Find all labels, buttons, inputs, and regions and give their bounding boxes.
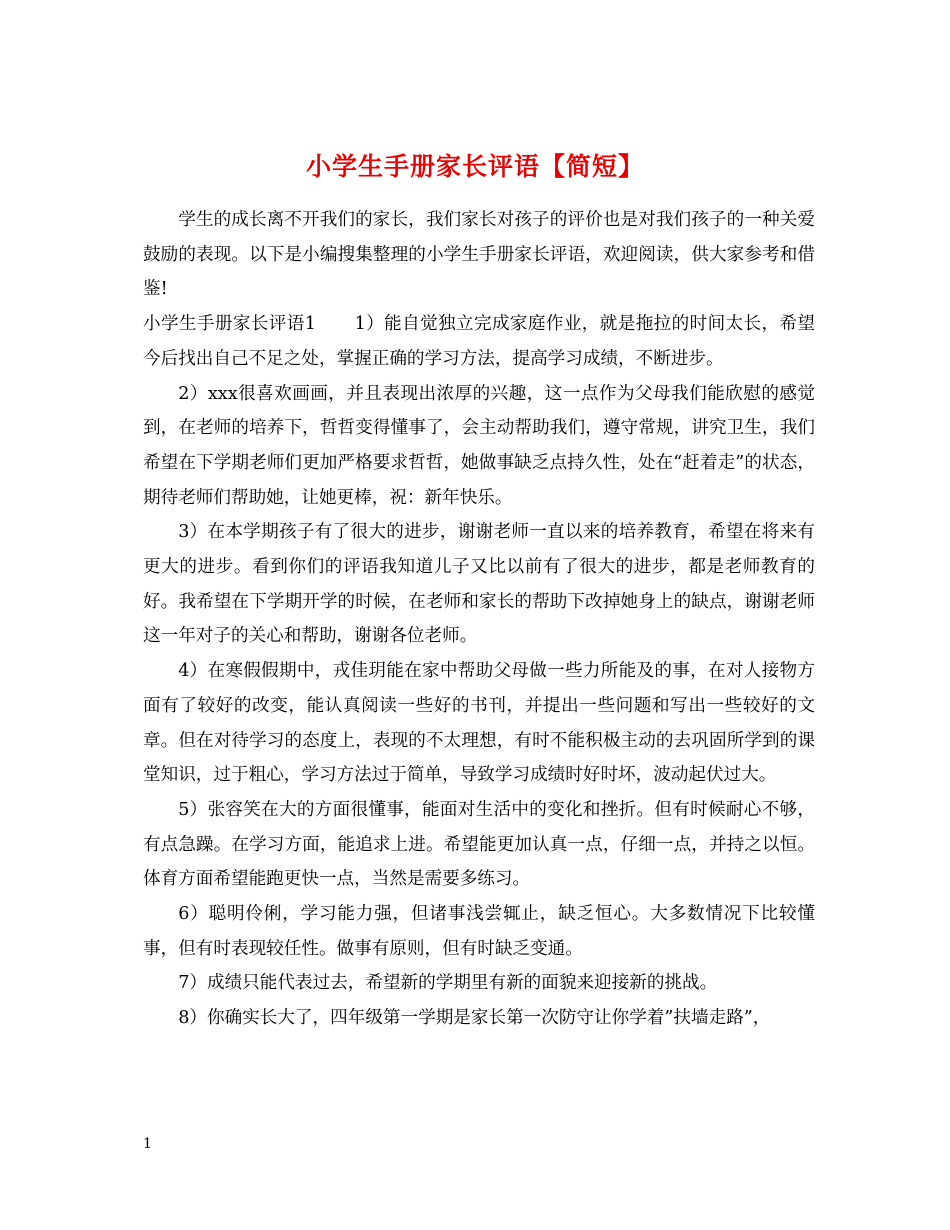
first-item-paragraph <box>143 307 815 376</box>
list-item: 5）张容笑在大的方面很懂事，能面对生活中的变化和挫折。但有时候耐心不够，有点急躁。在学习方面，能追求上进。希望能更加认真一点，仔细一点，并持之以恒。体育方面希望能跑更快一点，当然是需要多练习。 <box>143 799 815 890</box>
list-item: 2）xxx很喜欢画画，并且表现出浓厚的兴趣，这一点作为父母我们能欣慰的感觉到，在老师的培养下，哲哲变得懂事了，会主动帮助我们，遵守常规，讲究卫生，我们希望在下学期老师们更加严格要求哲哲，她做事缺乏点持久性，处在“赶着走”的状态，期待老师们帮助她，让她更棒，祝：新年快乐。 <box>143 383 815 508</box>
list-item: 8）你确实长大了，四年级第一学期是家长第一次防守让你学着”扶墙走路”， <box>178 1008 771 1029</box>
list-item: 4）在寒假假期中，戎佳玥能在家中帮助父母做一些力所能及的事，在对人接物方面有了较好的改变，能认真阅读一些好的书刊，并提出一些问题和写出一些较好的文章。但在对待学习的态度上，表现的不太理想，有时不能积极主动的去巩固所学到的课堂知识，过于粗心，学习方法过于简单，导致学习成绩时好时坏，波动起伏过大。 <box>143 661 815 786</box>
intro-paragraph: 学生的成长离不开我们的家长，我们家长对孩子的评价也是对我们孩子的一种关爱鼓励的表现。以下是小编搜集整理的小学生手册家长评语，欢迎阅读，供大家参考和借鉴! <box>143 210 815 300</box>
list-item: 3）在本学期孩子有了很大的进步，谢谢老师一直以来的培养教育，希望在将来有更大的进步。看到你们的评语我知道儿子又比以前有了很大的进步，都是老师教育的好。我希望在下学期开学的时候，在老师和家长的帮助下改掉她身上的缺点，谢谢老师这一年对子的关心和帮助，谢谢各位老师。 <box>143 522 815 647</box>
list-item: 7）成绩只能代表过去，希望新的学期里有新的面貌来迎接新的挑战。 <box>178 973 718 994</box>
list-item: 1）能自觉独立完成家庭作业，就是拖拉的时间太长，希望今后找出自己不足之处，掌握正确的学习方法，提高学习成绩，不断进步。 <box>143 314 815 369</box>
page-title: 小学生手册家长评语【简短】 <box>305 151 644 181</box>
section-heading: 小学生手册家长评语1 <box>143 314 316 335</box>
document-body <box>143 203 815 1036</box>
page-number: 1 <box>143 1136 152 1152</box>
list-item: 6）聪明伶俐，学习能力强，但诸事浅尝辄止，缺乏恒心。大多数情况下比较懂事，但有时表现较任性。做事有原则，但有时缺乏变通。 <box>143 904 815 959</box>
